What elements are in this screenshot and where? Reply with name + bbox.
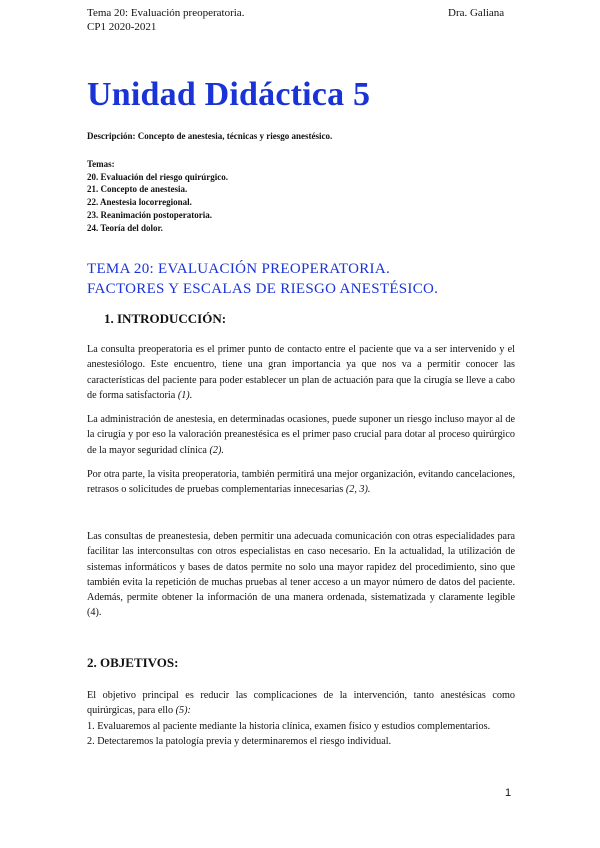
topic-item: 24. Teoría del dolor. xyxy=(87,222,163,233)
topic-item: 23. Reanimación postoperatoria. xyxy=(87,209,212,220)
topics-list xyxy=(87,158,228,234)
intro-paragraph-1: La consulta preoperatoria es el primer punto de contacto entre el paciente que va a ser intervenido y el anestesiólogo. Este encuentro, tiene una gran importancia ya que nos va a permitir conocer las características del paciente para poder establecer un plan de actuación para que la cirugía se lleve a cabo de forma satisfactoria (1). xyxy=(87,344,515,401)
citation: (2). xyxy=(209,444,224,456)
citation: (5): xyxy=(175,705,191,717)
intro-paragraph-2: La administración de anestesia, en determinadas ocasiones, puede suponer un riesgo incluso mayor al de la cirugía y por eso la valoración preanestésica es el primer paso crucial para dotar al proceso quirúrgico de la mayor seguridad clínica (2). xyxy=(87,414,515,456)
topic-item: 22. Anestesia locorregional. xyxy=(87,197,192,208)
topic-item: 20. Evaluación del riesgo quirúrgico. xyxy=(87,171,229,182)
citation: (2, 3). xyxy=(345,484,371,496)
objetivo-item: 1. Evaluaremos al paciente mediante la historia clínica, examen físico y estudios complementarios. xyxy=(87,720,491,732)
citation: (1). xyxy=(177,389,193,401)
section-heading-introduccion: 1. INTRODUCCIÓN: xyxy=(104,311,227,326)
intro-paragraph-3: Por otra parte, la visita preoperatoria, también permitirá una mejor organización, evitando cancelaciones, retrasos o solicitudes de pruebas complementarias innecesarias (2, 3). xyxy=(87,469,515,496)
page-number: 1 xyxy=(505,787,512,799)
page-header-left xyxy=(87,6,244,34)
objetivo-item: 2. Detectaremos la patología previa y determinaremos el riesgo individual. xyxy=(87,735,392,747)
header-author: Dra. Galiana xyxy=(448,7,505,19)
tema-title xyxy=(87,259,438,299)
tema-title-line2: FACTORES Y ESCALAS DE RIESGO ANESTÉSICO. xyxy=(87,281,439,297)
header-tema: Tema 20: Evaluación preoperatoria. xyxy=(87,7,245,19)
header-course: CP1 2020-2021 xyxy=(87,21,157,33)
topics-label: Temas: xyxy=(87,159,115,169)
section-heading-objetivos: 2. OBJETIVOS: xyxy=(87,655,179,670)
unit-title: Unidad Didáctica 5 xyxy=(87,76,371,113)
tema-title-line1: TEMA 20: EVALUACIÓN PREOPERATORIA. xyxy=(87,261,390,277)
intro-paragraph-4: Las consultas de preanestesia, deben permitir una adecuada comunicación con otras especialidades para facilitar las interconsultas con otros especialistas en caso necesario. En la actualidad, la utilización de sistemas informáticos y bases de datos permite no solo una mayor rapidez del procedimiento, sino que también evita la repetición de muchas pruebas al tener acceso a un mayor número de datos del paciente. Además, permite obtener la información de una manera ordenada, sistematizada y claramente legible (4). xyxy=(87,531,515,619)
objetivos-paragraph: El objetivo principal es reducir las complicaciones de la intervención, tanto anestésicas como quirúrgicas, para ello (5): 1. Evaluaremos al paciente mediante la historia clínica, examen físico y estudios complementarios. 2. Detectaremos la patología previa y determinaremos el riesgo individual. xyxy=(87,688,515,749)
unit-description: Descripción: Concepto de anestesia, técnicas y riesgo anestésico. xyxy=(87,131,333,141)
topic-item: 21. Concepto de anestesia. xyxy=(87,184,188,195)
